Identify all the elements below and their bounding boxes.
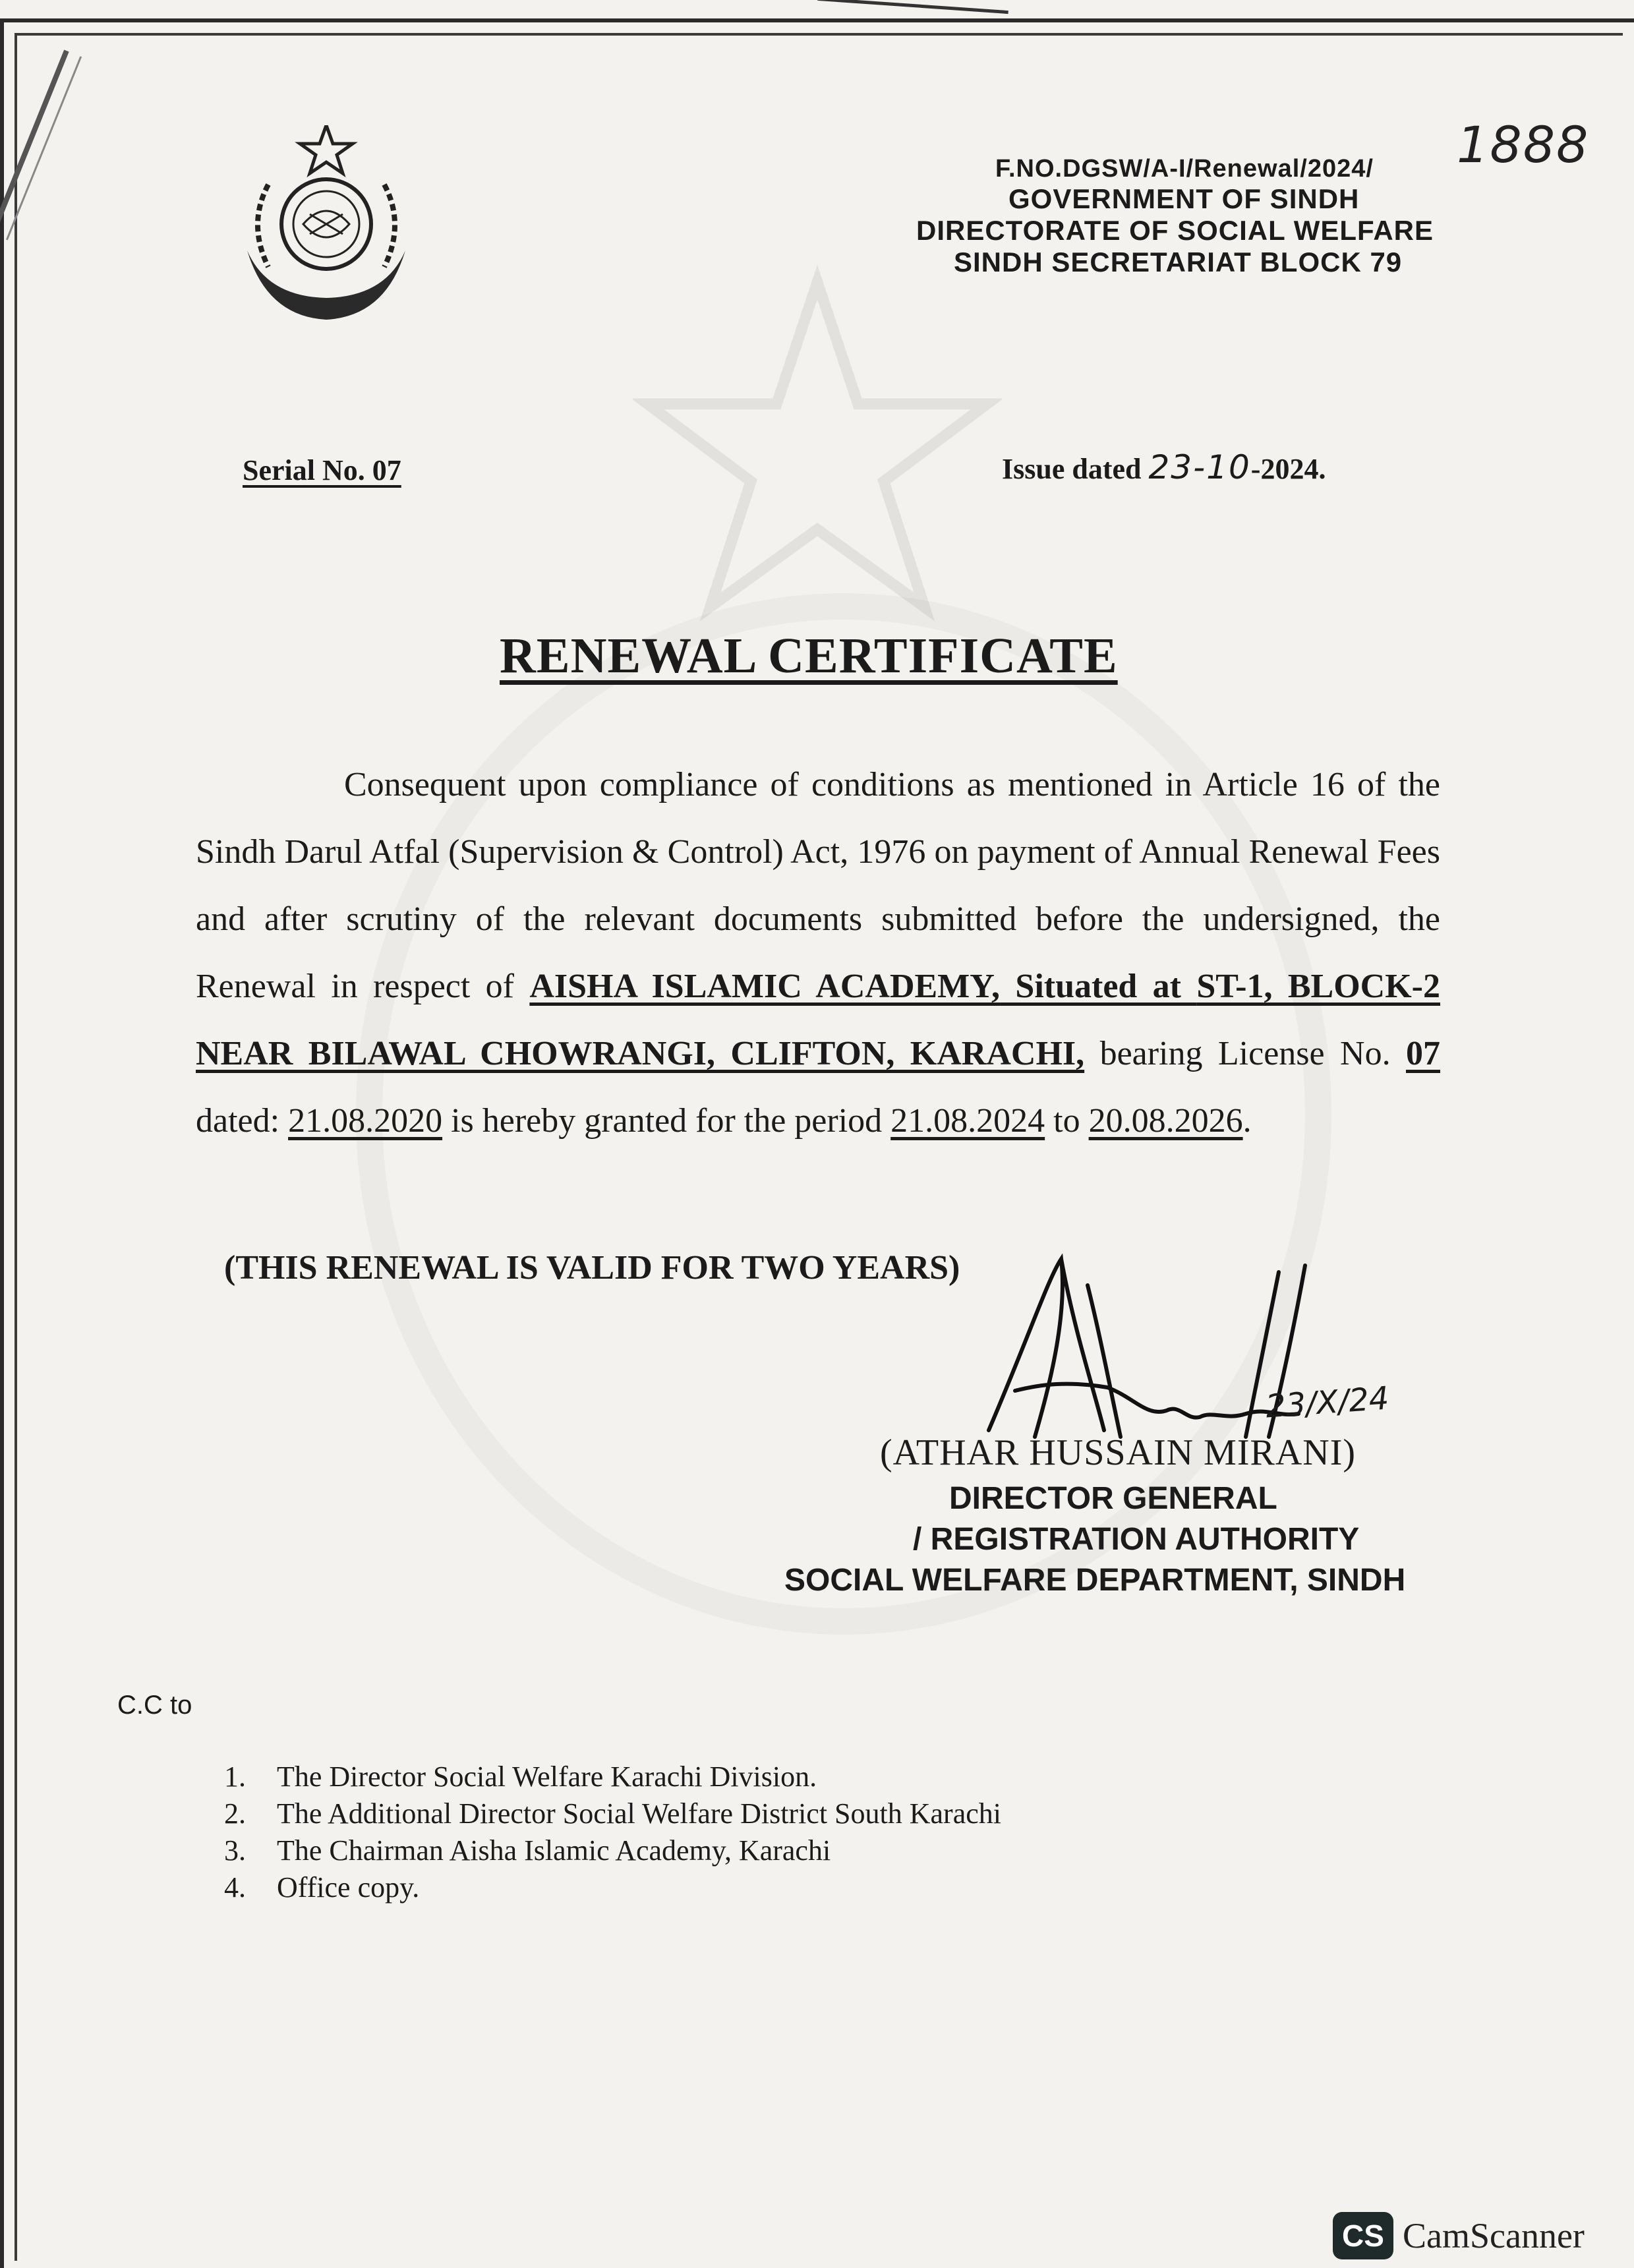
camscanner-logo-icon: CS — [1333, 2212, 1393, 2259]
license-number: 07 — [1406, 1035, 1440, 1072]
camscanner-label: CamScanner — [1403, 2216, 1585, 2255]
header-directorate: DIRECTORATE OF SOCIAL WELFARE — [916, 215, 1434, 246]
list-item — [224, 1832, 1001, 1869]
file-number: F.NO.DGSW/A-I/Renewal/2024/ — [995, 155, 1374, 183]
list-item-text: The Chairman Aisha Islamic Academy, Karachi — [277, 1834, 831, 1867]
institution-name: AISHA ISLAMIC ACADEMY, — [529, 968, 1001, 1005]
body-paragraph — [196, 751, 1440, 1155]
granted-text: is hereby granted for the period — [442, 1102, 891, 1140]
signatory-title: DIRECTOR GENERAL — [949, 1481, 1277, 1516]
period-from: 21.08.2024 — [890, 1102, 1045, 1140]
to-text: to — [1045, 1102, 1089, 1140]
list-item — [224, 1795, 1001, 1832]
sindh-government-emblem-icon — [227, 125, 425, 330]
validity-note: (THIS RENEWAL IS VALID FOR TWO YEARS) — [224, 1249, 960, 1287]
list-item-text: The Director Social Welfare Karachi Division. — [277, 1760, 817, 1793]
issue-date-handwritten: 23-10 — [1148, 448, 1251, 486]
certificate-body — [196, 751, 1440, 1155]
file-number-handwritten: 1888 — [1457, 115, 1590, 174]
issue-date-label: Issue dated — [1002, 453, 1142, 485]
list-item-number: 1. — [224, 1760, 246, 1793]
list-item — [224, 1759, 1001, 1795]
camscanner-watermark — [1333, 2212, 1585, 2259]
license-date: 21.08.2020 — [288, 1102, 443, 1140]
bearing-text: bearing License No. — [1084, 1035, 1406, 1072]
signature-date-handwritten: 23/X/24 — [1264, 1380, 1391, 1426]
signatory-department: SOCIAL WELFARE DEPARTMENT, SINDH — [784, 1563, 1406, 1598]
serial-number: Serial No. 07 — [243, 454, 401, 486]
period-to: 20.08.2026 — [1088, 1102, 1243, 1140]
issue-date-year: -2024. — [1250, 453, 1326, 485]
list-item — [224, 1869, 1001, 1906]
signature-icon — [936, 1239, 1424, 1463]
cc-label: C.C to — [117, 1691, 192, 1720]
institution-address: ST-1, BLOCK-2 NEAR BILAWAL CHOWRANGI, CLIFTON, KARACHI, — [196, 968, 1440, 1072]
issue-date — [1002, 448, 1326, 486]
list-item-text: The Additional Director Social Welfare District South Karachi — [277, 1797, 1001, 1830]
edge-mark-top — [817, 0, 1008, 14]
header-government: GOVERNMENT OF SINDH — [1008, 183, 1360, 214]
signatory-authority: / REGISTRATION AUTHORITY — [913, 1522, 1360, 1557]
list-item-number: 2. — [224, 1797, 246, 1830]
header-address: SINDH SECRETARIAT BLOCK 79 — [954, 247, 1403, 277]
certificate-title: RENEWAL CERTIFICATE — [500, 628, 1118, 683]
period-end: . — [1242, 1102, 1252, 1140]
list-item-number: 4. — [224, 1871, 246, 1904]
cc-list — [224, 1759, 1001, 1906]
list-item-text: Office copy. — [277, 1871, 420, 1904]
dated-text: dated: — [196, 1102, 289, 1140]
watermark-star-icon — [633, 264, 1002, 633]
body-text-intro: Consequent upon compliance of conditions as mentioned in Article 16 of the Sindh Darul Atfal (Supervision & Control) Act, 1976 on payment of Annual Renewal Fees and after scrutiny of the relevant documents submitted before the undersigned, the Renewal in respect of — [196, 766, 1440, 1005]
situated-text: Situated at — [1000, 968, 1197, 1005]
signatory-name: (ATHAR HUSSAIN MIRANI) — [880, 1432, 1356, 1473]
list-item-number: 3. — [224, 1834, 246, 1867]
